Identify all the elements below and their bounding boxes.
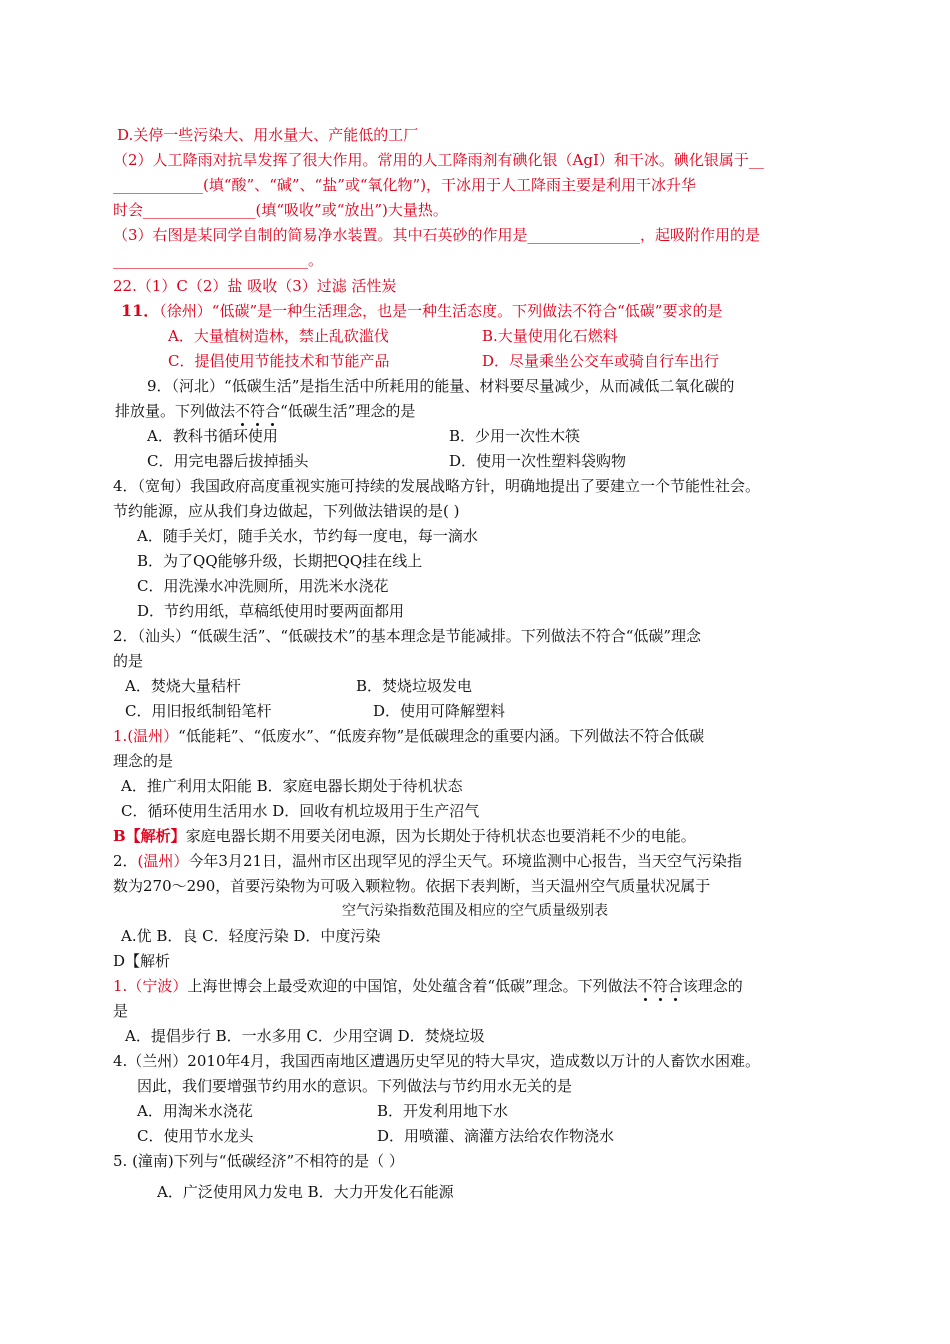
emphasis-dot: 符 [652,977,668,995]
question-9-option-c: C．用完电器后拔掉插头 [147,452,309,470]
question-4b-option-c: C．使用节水龙头 [137,1127,254,1145]
emphasis-dot: 合 [265,402,281,420]
question-2b-source: (温州） [137,852,189,870]
question-2a-stem-line2: 的是 [113,652,144,670]
question-1b-stem-line1: 1.（宁波）上海世博会上最受欢迎的中国馆，处处蕴含着“低碳”理念。下列做法不符合该理念的 [113,977,743,995]
question-22-answer: 22.（1）C（2）盐 吸收（3）过滤 活性炭 [113,277,397,295]
question-1a-number: 1. [113,727,128,745]
question-11-option-d: D．尽量乘坐公交车或骑自行车出行 [482,352,720,370]
question-2b-stem-line2: 数为270～290，首要污染物为可吸入颗粒物。依据下表判断，当天温州空气质量状况属于 [113,877,711,895]
question-1b-number: 1. [113,977,128,995]
question-1b-stem-line2: 是 [113,1002,129,1020]
question-9-option-b: B．少用一次性木筷 [449,427,581,445]
option-d-text: D.关停一些污染大、用水量大、产能低的工厂 [117,126,419,144]
question-4a-option-a: A．随手关灯，随手关水，节约每一度电，每一滴水 [137,527,478,545]
question-1a-stem-line2: 理念的是 [113,752,174,770]
question-2a-stem-line1: 2．（汕头）“低碳生活”、“低碳技术”的基本理念是节能减排。下列做法不符合“低碳”理念 [113,627,702,645]
question-2b-options: A.优 B．良 C．轻度污染 D．中度污染 [121,927,381,945]
question-2a-option-b: B．焚烧垃圾发电 [356,677,473,695]
question-22-part3-line2: __________________________。 [113,251,324,269]
question-4b-stem-line1: 4.（兰州）2010年4月，我国西南地区遭遇历史罕见的特大旱灾，造成数以万计的人畜饮水困难。 [113,1052,761,1070]
question-1a-options-ab: A．推广利用太阳能 B．家庭电器长期处于待机状态 [121,777,463,795]
question-4a-stem-line1: 4．（宽甸）我国政府高度重视实施可持续的发展战略方针，明确地提出了要建立一个节能性社会。 [113,477,761,495]
question-9-option-d: D．使用一次性塑料袋购物 [449,452,627,470]
question-4b-option-a: A．用淘米水浇花 [137,1102,253,1120]
question-22-part3-line1: （3）右图是某同学自制的简易净水装置。其中石英砂的作用是_______________，起吸附作用的是 [113,226,761,244]
question-4b-option-b: B．开发利用地下水 [377,1102,509,1120]
question-2b-answer: D【解析 [113,952,171,970]
question-1a-options-cd: C．循环使用生活用水 D．回收有机垃圾用于生产沼气 [121,802,480,820]
answer-key: B【解析】 [113,827,186,845]
question-1b-options: A．提倡步行 B．一水多用 C．少用空调 D．焚烧垃圾 [125,1027,485,1045]
question-4a-option-c: C．用洗澡水冲洗厕所，用洗米水浇花 [137,577,389,595]
question-2a-option-d: D．使用可降解塑料 [373,702,506,720]
question-11-stem: 11．（徐州）“低碳”是一种生活理念，也是一种生活态度。下列做法不符合“低碳”要求的是 [121,301,723,320]
question-9-stem-line1: 9．（河北）“低碳生活”是指生活中所耗用的能量、材料要尽量减少，从而减低二氧化碳的 [147,377,735,395]
emphasis-dot: 合 [667,977,683,995]
question-22-part2-line2: ____________(填“酸”、“碱”、“盐”或“氧化物”)，干冰用于人工降雨主要是利用干冰升华 [113,176,697,194]
emphasis-dot: 符 [250,402,266,420]
question-5-stem: 5. (潼南)下列与“低碳经济”不相符的是（ ） [113,1152,404,1170]
question-9-stem-line2: 排放量。下列做法不符合“低碳生活”理念的是 [115,402,416,420]
question-2a-option-c: C．用旧报纸制铅笔杆 [125,702,272,720]
question-1a-answer: B【解析】家庭电器长期不用要关闭电源，因为长期处于待机状态也要消耗不少的电能。 [113,827,696,845]
question-2a-option-a: A．焚烧大量秸杆 [125,677,241,695]
emphasis-dot: 不 [235,402,251,420]
question-22-part2-line3: 时会_______________(填“吸收”或“放出”)大量热。 [113,201,448,219]
emphasis-dot: 不 [637,977,653,995]
question-22-part2-line1: （2）人工降雨对抗旱发挥了很大作用。常用的人工降雨剂有碘化银（AgI）和干冰。碘化银属于__ [113,151,764,169]
question-11-number: 11． [121,301,160,320]
question-2b-stem-line1: 2．(温州）今年3月21日，温州市区出现罕见的浮尘天气。环境监测中心报告，当天空气污染指 [113,852,743,870]
question-4b-option-d: D．用喷灌、滴灌方法给农作物浇水 [377,1127,615,1145]
question-11-option-c: C．提倡使用节能技术和节能产品 [168,352,390,370]
question-1b-source: （宁波） [127,977,188,995]
question-1a-source: (温州） [127,727,179,745]
question-5-options: A．广泛使用风力发电 B．大力开发化石能源 [157,1183,454,1201]
question-9-option-a: A．教科书循环使用 [147,427,278,445]
question-11-option-b: B.大量使用化石燃料 [482,327,618,345]
question-4a-option-b: B．为了QQ能够升级，长期把QQ挂在线上 [137,552,423,570]
table-title: 空气污染指数范围及相应的空气质量级别表 [342,903,608,919]
question-11-option-a: A．大量植树造林，禁止乱砍滥伐 [168,327,389,345]
question-4b-stem-line2: 因此，我们要增强节约用水的意识。下列做法与节约用水无关的是 [137,1077,573,1095]
question-4a-option-d: D．节约用纸，草稿纸使用时要两面都用 [137,602,405,620]
question-1a-stem-line1: 1.(温州）“低能耗”、“低废水”、“低废弃物”是低碳理念的重要内涵。下列做法不符合低碳 [113,727,705,745]
question-4a-stem-line2: 节约能源，应从我们身边做起，下列做法错误的是( ) [113,502,460,520]
